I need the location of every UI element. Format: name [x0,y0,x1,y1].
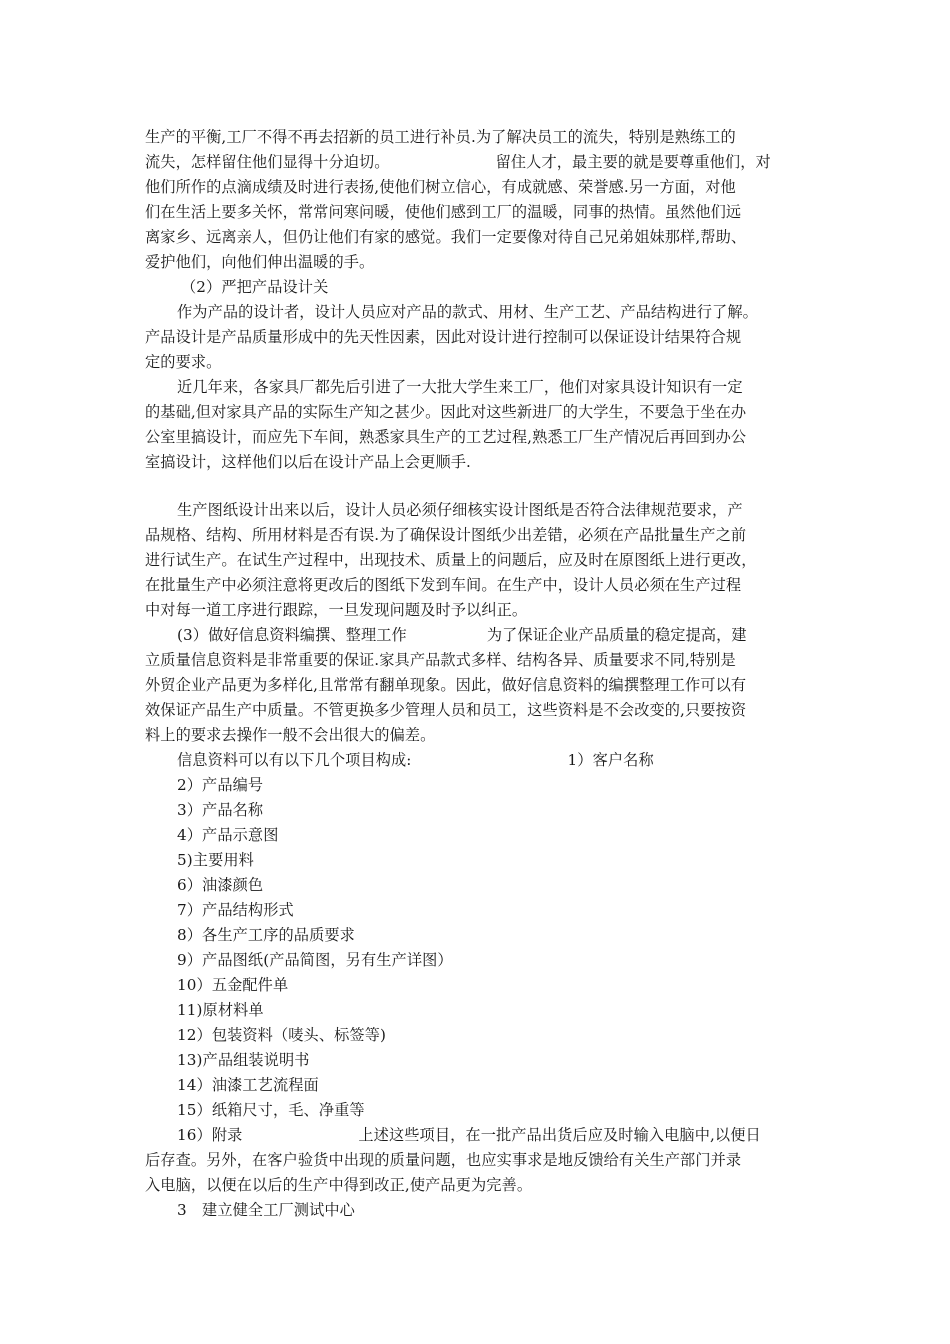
list-item: 7）产品结构形式 [177,901,294,919]
text-line: 他们所作的点滴成绩及时进行表扬,使他们树立信心，有成就感、荣誉感.另一方面，对他 [145,178,736,196]
text-line: 立质量信息资料是非常重要的保证.家具产品款式多样、结构各异、质量要求不同,特别是 [145,651,736,669]
text-line: 爱护他们，向他们伸出温暖的手。 [145,253,375,271]
list-item: 13)产品组装说明书 [177,1051,310,1069]
text-line: 料上的要求去操作一般不会出很大的偏差。 [145,726,436,744]
text-segment: 流失，怎样留住他们显得十分迫切。 [145,153,390,171]
text-line: 公室里搞设计，而应先下车间，熟悉家具生产的工艺过程,熟悉工厂生产情况后再回到办公 [145,428,747,446]
list-item: 3）产品名称 [177,801,264,819]
text-segment: 为了保证企业产品质量的稳定提高，建 [486,626,747,644]
text-line [177,1125,761,1145]
list-item: 14）油漆工艺流程面 [177,1076,319,1094]
list-item: 1）客户名称 [567,751,654,769]
list-item: 2）产品编号 [177,776,264,794]
text-line: 效保证产品生产中质量。不管更换多少管理人员和员工，这些资料是不会改变的,只要按资 [145,701,747,719]
text-line: 中对每一道工序进行跟踪，一旦发现问题及时予以纠正。 [145,601,528,619]
section-heading: 3 建立健全工厂测试中心 [177,1201,355,1219]
text-segment: 信息资料可以有以下几个项目构成: [177,751,412,769]
text-line: 后存查。另外，在客户验货中出现的质量问题，也应实事求是地反馈给有关生产部门并录 [145,1151,742,1169]
list-item: 12）包装资料（唛头、标签等) [177,1026,387,1044]
list-item: 6）油漆颜色 [177,876,264,894]
text-line: 们在生活上要多关怀，常常问寒问暖，使他们感到工厂的温暖，同事的热情。虽然他们远 [145,203,742,221]
text-line: 品规格、结构、所用材料是否有误.为了确保设计图纸少出差错，必须在产品批量生产之前 [145,526,747,544]
text-line: 离家乡、远离亲人，但仍让他们有家的感觉。我们一定要像对待自己兄弟姐妹那样,帮助、 [145,228,747,246]
list-item: 4）产品示意图 [177,826,279,844]
list-item: 5)主要用料 [177,851,254,869]
text-line: 入电脑，以便在以后的生产中得到改正,使产品更为完善。 [145,1176,533,1194]
text-line: 的基础,但对家具产品的实际生产知之甚少。因此对这些新进厂的大学生，不要急于坐在办 [145,403,747,421]
text-line: 进行试生产。在试生产过程中，出现技术、质量上的问题后，应及时在原图纸上进行更改， [145,551,757,569]
text-line: 定的要求。 [145,353,222,371]
section-heading: （2）严把产品设计关 [181,278,329,296]
list-item: 15）纸箱尺寸，毛、净重等 [177,1101,365,1119]
list-item: 10）五金配件单 [177,976,289,994]
text-line: 近几年来，各家具厂都先后引进了一大批大学生来工厂，他们对家具设计知识有一定 [177,378,743,396]
text-line [177,750,654,770]
text-line: 作为产品的设计者，设计人员应对产品的款式、用材、生产工艺、产品结构进行了解。 [177,303,758,321]
text-line: 室搞设计，这样他们以后在设计产品上会更顺手. [145,453,471,471]
text-line: 生产图纸设计出来以后，设计人员必须仔细核实设计图纸是否符合法律规范要求，产 [177,501,743,519]
text-segment: 留住人才，最主要的就是要尊重他们，对 [495,153,771,171]
list-item: 8）各生产工序的品质要求 [177,926,355,944]
list-item: 16）附录 [177,1126,243,1144]
text-line: 产品设计是产品质量形成中的先天性因素，因此对设计进行控制可以保证设计结果符合规 [145,328,742,346]
text-line [145,152,771,172]
text-segment: 上述这些项目，在一批产品出货后应及时输入电脑中,以便日 [358,1126,761,1144]
text-line: 在批量生产中必须注意将更改后的图纸下发到车间。在生产中，设计人员必须在生产过程 [145,576,742,594]
text-segment: (3）做好信息资料编撰、整理工作 [177,626,407,644]
text-line: 生产的平衡,工厂不得不再去招新的员工进行补员.为了解决员工的流失，特别是熟练工的 [145,128,736,146]
list-item: 9）产品图纸(产品简图，另有生产详图） [177,951,453,969]
text-line: 外贸企业产品更为多样化,且常常有翻单现象。因此，做好信息资料的编撰整理工作可以有 [145,676,747,694]
section-heading [177,625,747,645]
list-item: 11)原材料单 [177,1001,264,1019]
